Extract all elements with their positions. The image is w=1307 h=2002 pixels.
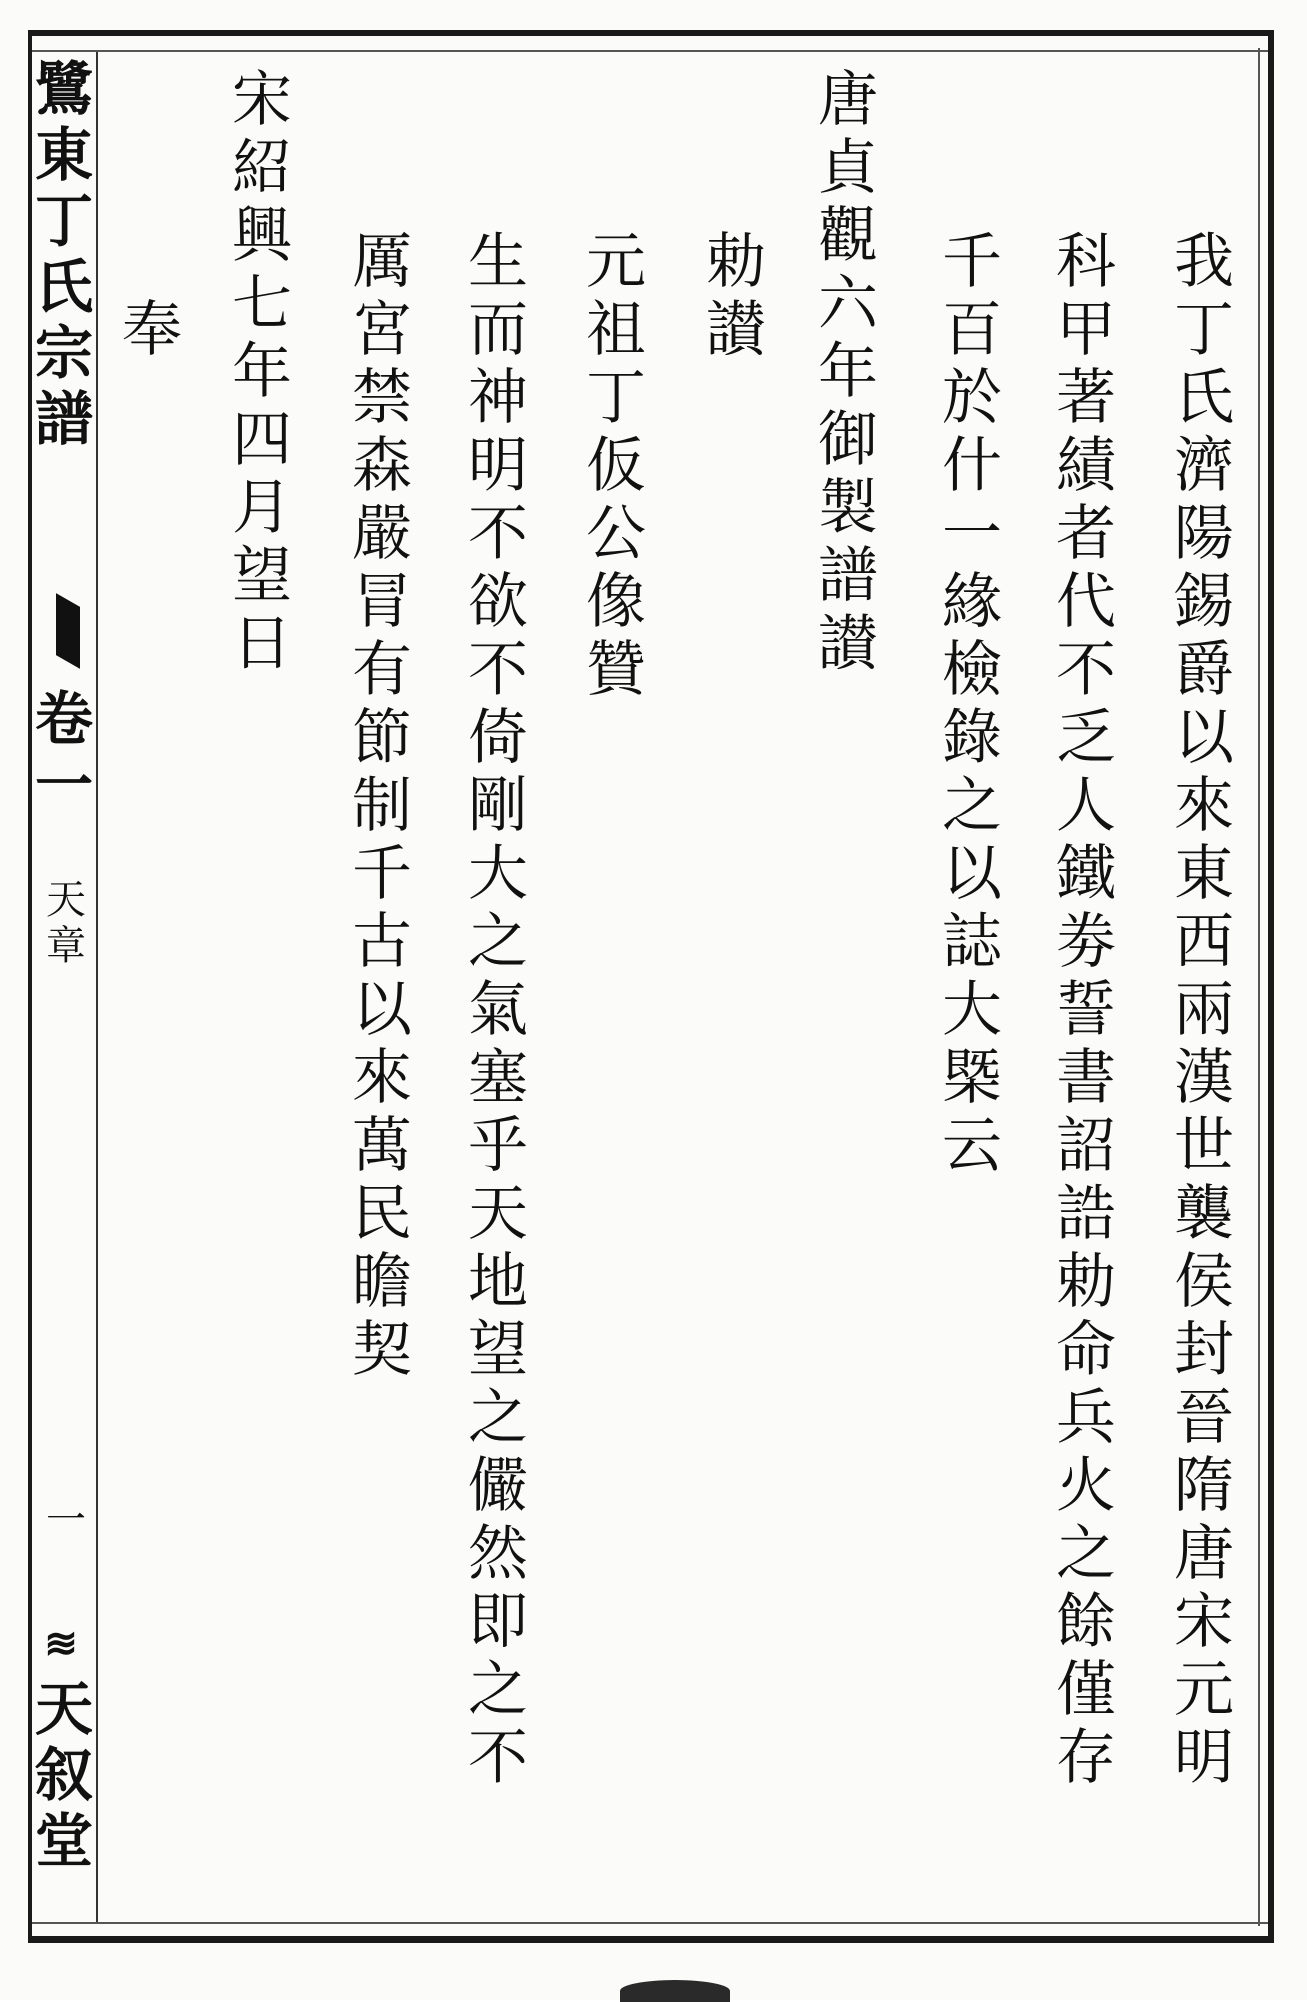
glyph: 什 <box>942 431 1002 501</box>
frame-right-inner-border <box>1258 48 1260 1926</box>
glyph: 丁 <box>1174 295 1234 365</box>
glyph: 四 <box>232 405 292 475</box>
glyph: 望 <box>232 541 292 611</box>
glyph: 氏 <box>1174 363 1234 433</box>
glyph: 宋 <box>232 65 292 135</box>
glyph: 公 <box>586 499 646 569</box>
text-column-9 <box>226 65 298 682</box>
text-column-8 <box>346 227 418 1388</box>
glyph: 元 <box>586 227 646 297</box>
glyph: 濟 <box>1174 431 1234 501</box>
glyph: 著 <box>1056 363 1116 433</box>
text-column-10 <box>116 295 188 368</box>
glyph: 丁 <box>34 187 93 255</box>
glyph: 興 <box>232 201 292 271</box>
glyph: 誓 <box>1056 975 1116 1045</box>
glyph: 像 <box>586 567 646 637</box>
glyph: 章 <box>46 923 86 969</box>
glyph: 誌 <box>942 907 1002 977</box>
glyph: 不 <box>468 635 528 705</box>
glyph: 而 <box>468 295 528 365</box>
glyph: 以 <box>352 975 412 1045</box>
glyph: 六 <box>818 269 878 339</box>
glyph: 制 <box>352 771 412 841</box>
glyph: 命 <box>1056 1315 1116 1385</box>
glyph: 不 <box>468 1723 528 1793</box>
glyph: 贊 <box>586 635 646 705</box>
glyph: 天 <box>46 877 86 923</box>
glyph: 云 <box>942 1111 1002 1181</box>
text-column-7 <box>462 227 534 1796</box>
glyph: 我 <box>1174 227 1234 297</box>
glyph: 年 <box>818 337 878 407</box>
glyph: 詔 <box>1056 1111 1116 1181</box>
glyph: 日 <box>232 609 292 679</box>
glyph: 年 <box>232 337 292 407</box>
glyph: 倚 <box>468 703 528 773</box>
margin-volume <box>30 685 98 822</box>
glyph: 叙 <box>34 1741 93 1809</box>
glyph: 不 <box>468 499 528 569</box>
glyph: 禁 <box>352 363 412 433</box>
glyph: 大 <box>942 975 1002 1045</box>
glyph: 世 <box>1174 1111 1234 1181</box>
glyph: 森 <box>352 431 412 501</box>
glyph: 瞻 <box>352 1247 412 1317</box>
glyph: 唐 <box>1174 1519 1234 1589</box>
glyph: 隋 <box>1174 1451 1234 1521</box>
glyph: 堂 <box>34 1807 93 1875</box>
glyph: 爵 <box>1174 635 1234 705</box>
glyph: 一 <box>942 499 1002 569</box>
text-column-4 <box>812 65 884 682</box>
glyph: 漢 <box>1174 1043 1234 1113</box>
glyph: 大 <box>468 839 528 909</box>
frame-bottom-border <box>28 1936 1274 1943</box>
glyph: 御 <box>818 405 878 475</box>
margin-lower-fishtail: ≋ <box>44 1620 78 1667</box>
glyph: 觀 <box>818 201 878 271</box>
glyph: 來 <box>1174 771 1234 841</box>
glyph: 即 <box>468 1587 528 1657</box>
glyph: 甲 <box>1056 295 1116 365</box>
glyph: 紹 <box>232 133 292 203</box>
glyph: 欲 <box>468 567 528 637</box>
glyph: 以 <box>942 839 1002 909</box>
glyph: 千 <box>352 839 412 909</box>
text-column-6 <box>580 227 652 708</box>
glyph: 科 <box>1056 227 1116 297</box>
glyph: 西 <box>1174 907 1234 977</box>
glyph: 儼 <box>468 1451 528 1521</box>
glyph: 績 <box>1056 431 1116 501</box>
glyph: 宗 <box>34 319 93 387</box>
glyph: 貞 <box>818 133 878 203</box>
glyph: 火 <box>1056 1451 1116 1521</box>
frame-top-border <box>28 30 1274 36</box>
glyph: 人 <box>1056 771 1116 841</box>
glyph: 勅 <box>706 227 766 297</box>
glyph: 塞 <box>468 1043 528 1113</box>
glyph: 節 <box>352 703 412 773</box>
glyph: 製 <box>818 473 878 543</box>
margin-section <box>40 877 92 972</box>
glyph: 之 <box>942 771 1002 841</box>
glyph: 於 <box>942 363 1002 433</box>
glyph: 百 <box>942 295 1002 365</box>
text-column-1 <box>1168 227 1240 1796</box>
glyph: 譜 <box>818 541 878 611</box>
text-column-3 <box>936 227 1008 1184</box>
glyph: 乏 <box>1056 703 1116 773</box>
glyph: 之 <box>468 907 528 977</box>
glyph: 生 <box>468 227 528 297</box>
glyph: 一 <box>34 751 93 819</box>
glyph: 元 <box>1174 1655 1234 1725</box>
glyph: 代 <box>1056 567 1116 637</box>
glyph: 書 <box>1056 1043 1116 1113</box>
glyph: 僅 <box>1056 1655 1116 1725</box>
glyph: 以 <box>1174 703 1234 773</box>
margin-page-number <box>40 1497 92 1546</box>
glyph: 不 <box>1056 635 1116 705</box>
glyph: 宋 <box>1174 1587 1234 1657</box>
glyph: 讃 <box>818 609 878 679</box>
margin-fishtail-mark <box>56 593 80 669</box>
text-column-5 <box>700 227 772 368</box>
glyph: 望 <box>468 1315 528 1385</box>
glyph: 地 <box>468 1247 528 1317</box>
glyph: 陽 <box>1174 499 1234 569</box>
glyph: 錫 <box>1174 567 1234 637</box>
glyph: 剛 <box>468 771 528 841</box>
margin-title <box>30 55 98 456</box>
glyph: 檢 <box>942 635 1002 705</box>
glyph: 之 <box>468 1655 528 1725</box>
ink-smudge <box>620 1980 730 2002</box>
frame-top-inner-border <box>28 50 1268 52</box>
glyph: 鐵 <box>1056 839 1116 909</box>
glyph: 誥 <box>1056 1179 1116 1249</box>
glyph: 兵 <box>1056 1383 1116 1453</box>
glyph: 緣 <box>942 567 1002 637</box>
glyph: 萬 <box>352 1111 412 1181</box>
glyph: 存 <box>1056 1723 1116 1793</box>
glyph: 天 <box>468 1179 528 1249</box>
glyph: 厲 <box>352 227 412 297</box>
glyph: 錄 <box>942 703 1002 773</box>
glyph: 乎 <box>468 1111 528 1181</box>
glyph: 氏 <box>34 253 93 321</box>
glyph: 之 <box>468 1383 528 1453</box>
glyph: 明 <box>1174 1723 1234 1793</box>
glyph: 侯 <box>1174 1247 1234 1317</box>
glyph: 襲 <box>1174 1179 1234 1249</box>
glyph: 東 <box>34 121 93 189</box>
glyph: 東 <box>1174 839 1234 909</box>
glyph: 有 <box>352 635 412 705</box>
glyph: 之 <box>1056 1519 1116 1589</box>
glyph: 來 <box>352 1043 412 1113</box>
glyph: 冐 <box>352 567 412 637</box>
glyph: 仮 <box>586 431 646 501</box>
glyph: 宮 <box>352 295 412 365</box>
glyph: 兩 <box>1174 975 1234 1045</box>
margin-hall-name <box>30 1675 98 1878</box>
glyph: 天 <box>34 1675 93 1743</box>
glyph: 唐 <box>818 65 878 135</box>
glyph: 封 <box>1174 1315 1234 1385</box>
glyph: 劵 <box>1056 907 1116 977</box>
glyph: 嚴 <box>352 499 412 569</box>
glyph: 民 <box>352 1179 412 1249</box>
frame-bottom-inner-border <box>28 1922 1268 1924</box>
glyph: 古 <box>352 907 412 977</box>
glyph: 氣 <box>468 975 528 1045</box>
frame-right-border <box>1268 30 1274 1943</box>
glyph: 勅 <box>1056 1247 1116 1317</box>
glyph: 晉 <box>1174 1383 1234 1453</box>
glyph: 月 <box>232 473 292 543</box>
glyph: 餘 <box>1056 1587 1116 1657</box>
glyph: 奉 <box>122 295 182 365</box>
glyph: 槩 <box>942 1043 1002 1113</box>
glyph: 讃 <box>706 295 766 365</box>
glyph: 明 <box>468 431 528 501</box>
text-column-2 <box>1050 227 1122 1796</box>
glyph: 卷 <box>34 685 93 753</box>
glyph: 千 <box>942 227 1002 297</box>
glyph: 七 <box>232 269 292 339</box>
glyph: 者 <box>1056 499 1116 569</box>
glyph: 神 <box>468 363 528 433</box>
glyph: 祖 <box>586 295 646 365</box>
glyph: 鷺 <box>34 55 93 123</box>
glyph: 譜 <box>34 385 93 453</box>
glyph: 丁 <box>586 363 646 433</box>
glyph: 契 <box>352 1315 412 1385</box>
glyph: 一 <box>46 1497 86 1543</box>
glyph: 然 <box>468 1519 528 1589</box>
